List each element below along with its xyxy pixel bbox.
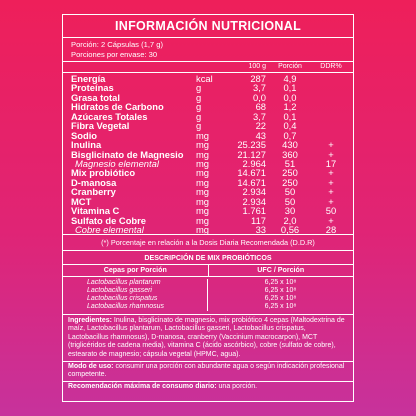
use-paragraph xyxy=(68,363,348,380)
nutrient-per100: 2.934 xyxy=(242,186,266,198)
nutrient-unit: g xyxy=(196,91,202,103)
nutrient-name: Mix probiótico xyxy=(71,167,136,179)
max-paragraph xyxy=(68,383,348,392)
nutrient-name: Hidratos de Carbono xyxy=(71,101,164,113)
nutrient-portion: 50 xyxy=(284,186,296,198)
panel-title: INFORMACIÓN NUTRICIONAL xyxy=(63,15,353,38)
nutrient-unit: kcal xyxy=(196,73,213,84)
mix-ufc: 6,25 x 10⁸ xyxy=(264,279,297,287)
portion-info xyxy=(63,38,353,62)
nutrient-ddr: 28 xyxy=(325,224,337,235)
nutrient-name: D-manosa xyxy=(71,176,117,188)
nutrient-unit: g xyxy=(196,101,202,113)
nutrient-name: Fibra Vegetal xyxy=(71,120,130,132)
nutrient-unit: mg xyxy=(196,195,210,207)
use-text: consumir una porción con abundante agua o según indicación profesional competente. xyxy=(68,362,345,379)
nutrient-unit: mg xyxy=(196,186,210,198)
nutrient-unit: mg xyxy=(196,224,210,235)
nutrient-portion: 250 xyxy=(282,176,298,188)
nutrient-unit: mg xyxy=(196,129,210,141)
ingredients-text: Inulina, bisglicinato de magnesio, mix probiótico 4 cepas (Maltodextrina de maíz, Lactobacillus plantarum, Lactobacillus gasseri, Lactobacillus crispatus, Lactobacillus rhamnosus), D-manosa, cranberry (Vaccinium macrocarpon), MCT (triglicéridos de cadena media), vitamina C (ácido ascórbico), cobre (sulfato de cobre), estearato de magnesio; cápsula vegetal (HPMC, agua). xyxy=(68,316,345,358)
mix-ufc: 6,25 x 10⁸ xyxy=(264,295,297,303)
nutrient-unit: g xyxy=(196,110,202,122)
nutrient-portion: 51 xyxy=(284,157,296,169)
nutrient-name: Grasa total xyxy=(71,91,120,103)
nutrient-portion: 0,1 xyxy=(283,110,297,122)
nutrient-portion: 30 xyxy=(284,205,296,217)
nutrient-name: Bisglicinato de Magnesio xyxy=(71,148,184,160)
nutrient-portion: 50 xyxy=(284,195,296,207)
nutrient-unit: mg xyxy=(196,205,210,217)
nutrient-per100: 22 xyxy=(255,120,266,132)
divider xyxy=(63,361,353,362)
nutrient-unit: g xyxy=(196,82,202,94)
nutrient-per100: 1.761 xyxy=(242,205,266,217)
nutrient-ddr: + xyxy=(328,148,334,160)
nutrient-per100: 25.235 xyxy=(237,139,266,151)
nutrient-portion: 360 xyxy=(282,148,298,160)
mix-column-headers xyxy=(63,265,353,277)
mix-strain: Lactobacillus rhamnosus xyxy=(63,303,208,311)
nutrition-panel xyxy=(62,14,354,402)
nutrient-unit: mg xyxy=(196,157,210,169)
nutrient-name: Inulina xyxy=(71,139,102,151)
nutrient-per100: 43 xyxy=(255,129,266,141)
header-per100: 100 g xyxy=(248,63,266,70)
nutrient-portion: 4,9 xyxy=(283,73,297,84)
nutrient-portion: 430 xyxy=(282,139,298,151)
nutrient-name: Magnesio elemental xyxy=(75,157,159,169)
ddr-footnote: (*) Porcentaje en relación a la Dosis Diaria Recomendada (D.D.R) xyxy=(63,235,353,251)
header-portion: Porción xyxy=(278,63,302,70)
nutrient-ddr: 17 xyxy=(325,157,337,169)
servings-per-container: Porciones por envase: 30 xyxy=(71,49,158,59)
mix-title: DESCRIPCIÓN DE MIX PROBIÓTICOS xyxy=(63,253,353,265)
nutrient-per100: 21.127 xyxy=(237,148,266,160)
nutrient-per100: 3,7 xyxy=(252,110,266,122)
nutrition-table xyxy=(63,73,353,235)
nutrient-ddr: 50 xyxy=(325,205,337,217)
nutrient-unit: mg xyxy=(196,176,210,188)
nutrient-portion: 0,56 xyxy=(280,224,300,235)
nutrient-portion: 0,1 xyxy=(283,82,297,94)
ingredients-paragraph xyxy=(68,317,348,360)
nutrient-unit: mg xyxy=(196,214,210,226)
nutrient-per100: 33 xyxy=(255,224,266,235)
nutrient-row xyxy=(63,225,353,234)
nutrient-ddr: + xyxy=(328,139,334,151)
probiotic-mix-section xyxy=(63,253,353,314)
mix-strain: Lactobacillus crispatus xyxy=(63,295,208,303)
nutrient-ddr: + xyxy=(328,195,334,207)
nutrient-ddr: + xyxy=(328,176,334,188)
mix-row xyxy=(63,295,353,303)
nutrient-name: Proteínas xyxy=(71,82,114,94)
nutrient-unit: mg xyxy=(196,139,210,151)
nutrient-ddr: + xyxy=(328,167,334,179)
nutrient-per100: 14.671 xyxy=(237,167,266,179)
header-ddr: DDR% xyxy=(320,63,342,70)
mix-row xyxy=(63,287,353,295)
use-label: Modo de uso: xyxy=(68,362,114,370)
nutrient-name: Cranberry xyxy=(71,186,116,198)
mix-row xyxy=(63,279,353,287)
nutrient-per100: 2.934 xyxy=(242,195,266,207)
nutrient-unit: g xyxy=(196,120,202,132)
nutrient-per100: 14.671 xyxy=(237,176,266,188)
nutrient-portion: 0,7 xyxy=(283,129,297,141)
product-info xyxy=(63,315,353,394)
nutrient-name: Azúcares Totales xyxy=(71,110,148,122)
nutrition-table-header xyxy=(63,62,353,73)
nutrient-per100: 0,0 xyxy=(252,91,266,103)
nutrient-per100: 117 xyxy=(251,214,266,226)
nutrient-portion: 250 xyxy=(282,167,298,179)
mix-ufc: 6,25 x 10⁸ xyxy=(264,287,297,295)
nutrient-per100: 68 xyxy=(255,101,266,113)
nutrient-portion: 2,0 xyxy=(283,214,297,226)
nutrient-ddr: + xyxy=(328,186,334,198)
mix-row xyxy=(63,303,353,311)
nutrient-per100: 3,7 xyxy=(252,82,266,94)
nutrient-ddr: + xyxy=(328,214,334,226)
nutrient-name: Sulfato de Cobre xyxy=(71,214,147,226)
divider xyxy=(63,381,353,382)
nutrient-name: Energía xyxy=(71,73,106,84)
nutrient-name: Sodio xyxy=(71,129,98,141)
max-label: Recomendación máxima de consumo diario: xyxy=(68,382,217,390)
mix-col-strain: Cepas por Porción xyxy=(63,265,209,276)
mix-ufc: 6,25 x 10⁸ xyxy=(264,302,297,310)
nutrient-portion: 1,2 xyxy=(283,101,297,113)
mix-col-ufc: UFC / Porción xyxy=(257,266,305,275)
nutrient-per100: 2.964 xyxy=(242,157,266,169)
nutrient-name: MCT xyxy=(71,195,92,207)
nutrient-name: Vitamina C xyxy=(71,205,120,217)
mix-strain: Lactobacillus plantarum xyxy=(63,279,208,287)
mix-strain: Lactobacillus gasseri xyxy=(63,287,208,295)
nutrient-name: Cobre elemental xyxy=(75,224,144,235)
nutrient-portion: 0,0 xyxy=(283,91,297,103)
nutrient-portion: 0,4 xyxy=(283,120,297,132)
mix-table xyxy=(63,277,353,314)
nutrient-unit: mg xyxy=(196,148,210,160)
ingredients-label: Ingredientes: xyxy=(68,316,112,324)
nutrient-per100: 287 xyxy=(250,73,266,84)
serving-size: Porción: 2 Cápsulas (1,7 g) xyxy=(71,40,164,49)
max-text: una porción. xyxy=(216,382,258,390)
nutrient-unit: mg xyxy=(196,167,210,179)
